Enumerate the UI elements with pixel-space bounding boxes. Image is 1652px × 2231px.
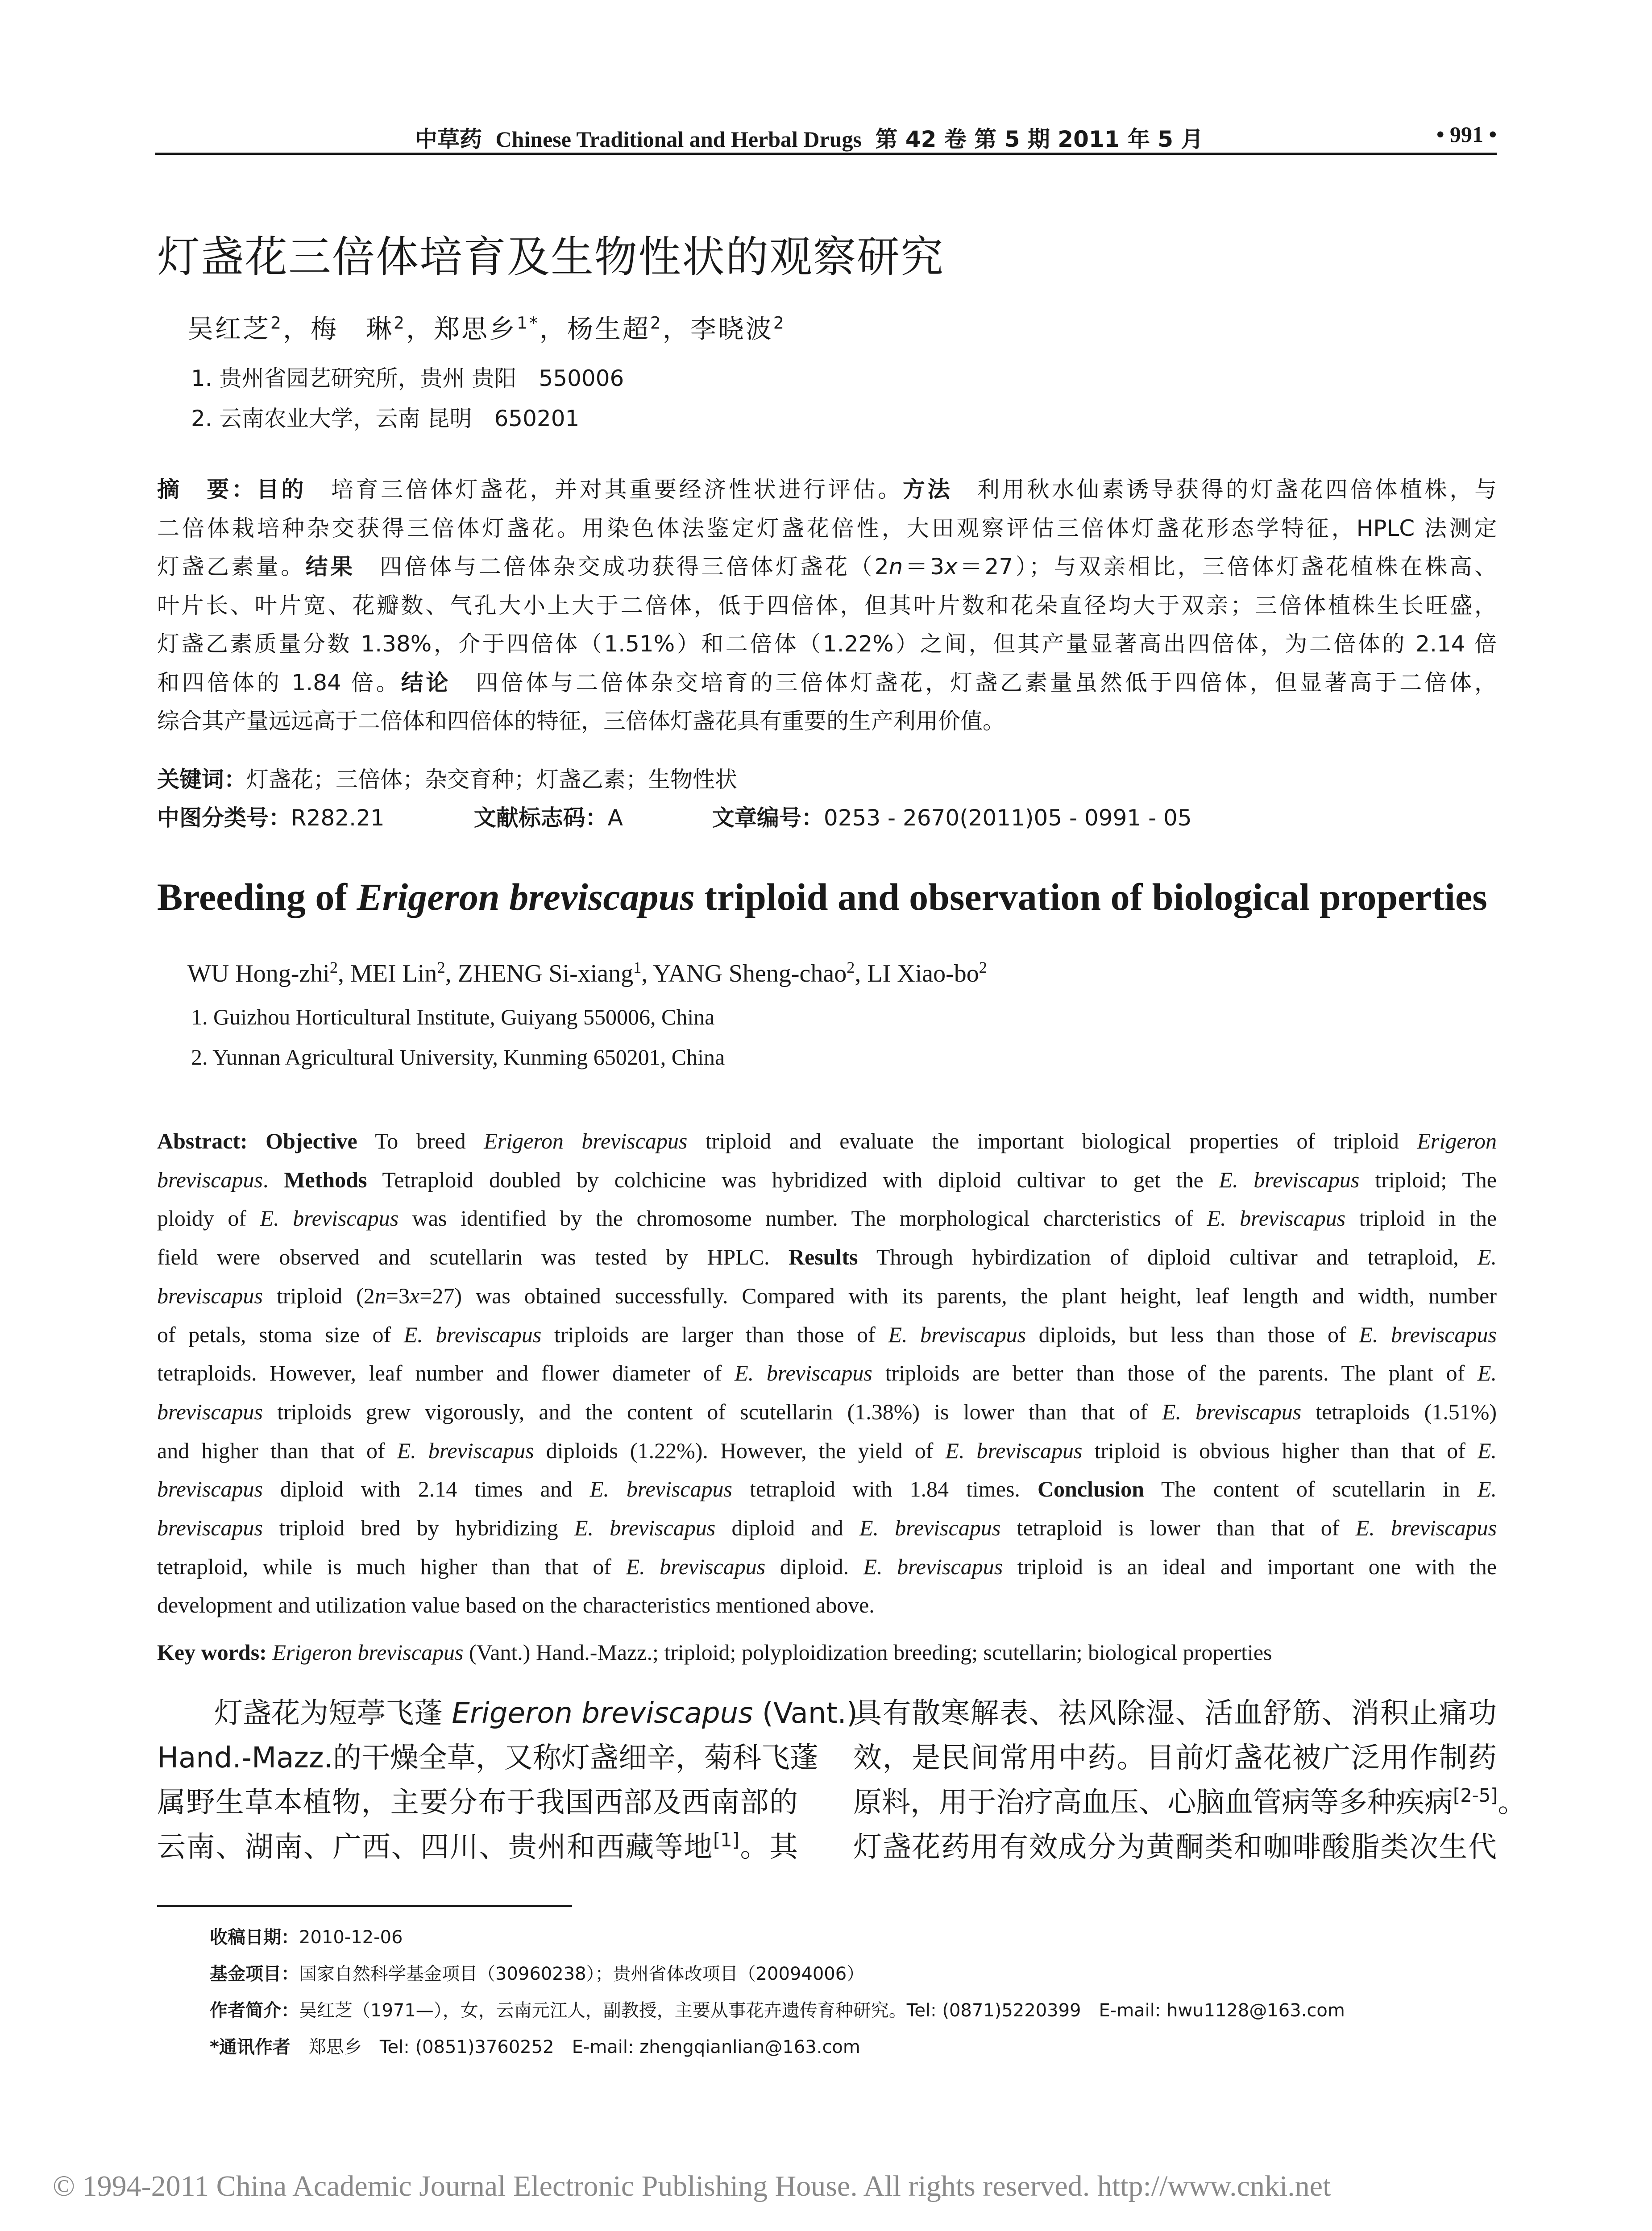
italic-run: E. breviscapus bbox=[1359, 1322, 1497, 1347]
footnote-text: 吴红芝（1971—），女，云南元江人，副教授，主要从事花卉遗传育种研究。Tel: (0871)5220399 E-mail: hwu1128@163.com bbox=[299, 2000, 1345, 2021]
footnote-label: 作者简介： bbox=[210, 2000, 299, 2021]
footnote-rule bbox=[157, 1905, 572, 1907]
author-separator: ， bbox=[539, 314, 567, 344]
en-abstract-line bbox=[157, 1285, 1497, 1307]
text-run: 属野生草本植物，主要分布于我国西部及西南部的 bbox=[157, 1786, 798, 1819]
italic-run: E. breviscapus bbox=[1207, 1206, 1346, 1231]
author-name: MEI Lin bbox=[350, 960, 437, 987]
italic-run: Erigeron breviscapus bbox=[452, 1697, 753, 1730]
cn-abstract-line bbox=[157, 710, 1497, 732]
italic-run: breviscapus bbox=[157, 1283, 263, 1308]
header-rule bbox=[155, 153, 1497, 155]
italic-run: x bbox=[944, 554, 958, 580]
italic-run: E. breviscapus bbox=[397, 1438, 534, 1463]
doc-code-label: 文献标志码： bbox=[473, 805, 608, 831]
author-separator: , bbox=[641, 960, 653, 987]
italic-run: E. breviscapus bbox=[1162, 1399, 1302, 1424]
en-affiliation-1: 1. Guizhou Horticultural Institute, Guiyang 550006, China bbox=[191, 1004, 715, 1029]
text-run: 。 bbox=[1498, 1786, 1527, 1819]
text-run: triploid is obvious higher than that of bbox=[1082, 1438, 1478, 1463]
citation-ref: [1] bbox=[713, 1829, 739, 1851]
en-keywords-label: Key words: bbox=[157, 1640, 267, 1665]
text-run: 四倍体与二倍体杂交成功获得三倍体灯盏花（2 bbox=[355, 554, 889, 580]
cn-authors bbox=[187, 308, 786, 345]
author-affiliation-mark: 2 bbox=[650, 313, 663, 333]
author-affiliation-mark: 2 bbox=[979, 958, 987, 976]
article-no-label: 文章编号： bbox=[712, 805, 824, 831]
text-run: 四倍体与二倍体杂交培育的三倍体灯盏花，灯盏乙素量虽然低于四倍体，但显著高于二倍体， bbox=[451, 669, 1497, 696]
italic-run: breviscapus bbox=[157, 1515, 263, 1540]
author-affiliation-mark: 2 bbox=[329, 958, 338, 976]
cn-title: 灯盏花三倍体培育及生物性状的观察研究 bbox=[157, 232, 944, 282]
author-name: 李晓波 bbox=[690, 314, 773, 344]
italic-run: x bbox=[409, 1283, 420, 1308]
text-run: triploid and evaluate the important biological properties of triploid bbox=[687, 1128, 1417, 1153]
en-abstract-line bbox=[157, 1323, 1497, 1346]
italic-run: E. breviscapus bbox=[403, 1322, 542, 1347]
text-run: 二倍体栽培种杂交获得三倍体灯盏花。用染色体法鉴定灯盏花倍性，大田观察评估三倍体灯盏花形态学特征，HPLC 法测定 bbox=[157, 515, 1497, 541]
italic-run: E. breviscapus bbox=[888, 1322, 1026, 1347]
bold-run: 结论 bbox=[401, 669, 451, 696]
text-run: Through hybirdization of diploid cultivar and tetraploid, bbox=[858, 1244, 1478, 1270]
text-run: diploid and bbox=[715, 1515, 859, 1540]
bold-run: Methods bbox=[284, 1167, 367, 1192]
text-run: 利用秋水仙素诱导获得的灯盏花四倍体植株，与 bbox=[952, 477, 1497, 502]
text-run: 叶片长、叶片宽、花瓣数、气孔大小上大于二倍体，低于四倍体，但其叶片数和花朵直径均大于双亲；三倍体植株生长旺盛， bbox=[157, 592, 1497, 618]
text-run: diploids, but less than those of bbox=[1026, 1322, 1359, 1347]
cn-abstract-line bbox=[157, 594, 1497, 617]
italic-run: E. breviscapus bbox=[574, 1515, 716, 1540]
italic-run: breviscapus bbox=[157, 1399, 263, 1424]
bold-run: 摘 要： bbox=[157, 477, 257, 502]
cn-keywords-text: 灯盏花；三倍体；杂交育种；灯盏乙素；生物性状 bbox=[246, 767, 737, 792]
body-left-line bbox=[157, 1697, 858, 1730]
text-run: =27) was obtained successfully. Compared with its parents, the plant height, leaf length and width, number bbox=[419, 1283, 1497, 1308]
text-run: and higher than that of bbox=[157, 1438, 397, 1463]
en-abstract-line bbox=[157, 1362, 1497, 1384]
italic-run: n bbox=[888, 554, 903, 580]
cn-abstract-line bbox=[157, 478, 1497, 501]
text-run: tetraploid, while is much higher than that of bbox=[157, 1554, 626, 1579]
text-run: field were observed and scutellarin was tested by HPLC. bbox=[157, 1244, 789, 1270]
text-run: 灯盏花药用有效成分为黄酮类和咖啡酸脂类次生代 bbox=[853, 1831, 1497, 1864]
italic-run: E. breviscapus bbox=[626, 1554, 766, 1579]
text-run: 。其 bbox=[739, 1831, 798, 1864]
en-abstract-line bbox=[157, 1478, 1497, 1500]
en-title-species: Erigeron breviscapus bbox=[357, 875, 695, 918]
footnote-line bbox=[210, 1960, 864, 1985]
italic-run: E. breviscapus bbox=[859, 1515, 1001, 1540]
en-abstract-line bbox=[157, 1130, 1497, 1152]
author-name: YANG Sheng-chao bbox=[653, 960, 847, 987]
text-run: ＝27）；与双亲相比，三倍体灯盏花植株在株高、 bbox=[957, 554, 1497, 580]
en-title-suffix: triploid and observation of biological properties bbox=[694, 875, 1487, 918]
text-run: tetraploids (1.51%) bbox=[1301, 1399, 1497, 1424]
text-run: diploids (1.22%). However, the yield of bbox=[534, 1438, 946, 1463]
bold-run: 方法 bbox=[902, 477, 953, 502]
text-run: development and utilization value based on the characteristics mentioned above. bbox=[157, 1592, 875, 1618]
italic-run: E. bbox=[1477, 1476, 1497, 1502]
doc-code-value: A bbox=[607, 805, 623, 831]
author-name: WU Hong-zhi bbox=[187, 960, 330, 987]
footnote-label: 基金项目： bbox=[210, 1964, 299, 1984]
clc-value: R282.21 bbox=[291, 805, 385, 831]
footnote-text: 郑思乡 Tel: (0851)3760252 E-mail: zhengqianlian@163.com bbox=[290, 2037, 860, 2057]
cn-affiliation-2: 2. 云南农业大学，云南 昆明 650201 bbox=[191, 406, 580, 431]
author-name: 杨生超 bbox=[567, 314, 650, 344]
italic-run: E. breviscapus bbox=[863, 1554, 1003, 1579]
text-run: 综合其产量远远高于二倍体和四倍体的特征，三倍体灯盏花具有重要的生产利用价值。 bbox=[157, 708, 1005, 734]
text-run: Hand.-Mazz.的干燥全草，又称灯盏细辛，菊科飞蓬 bbox=[157, 1742, 818, 1775]
italic-run: E. breviscapus bbox=[260, 1206, 399, 1231]
body-left-line bbox=[157, 1829, 798, 1864]
italic-run: Erigeron breviscapus bbox=[484, 1128, 688, 1153]
italic-run: E. bbox=[1477, 1438, 1497, 1463]
text-run: ploidy of bbox=[157, 1206, 260, 1231]
text-run: triploid in the bbox=[1345, 1206, 1497, 1231]
article-no-value: 0253 - 2670(2011)05 - 0991 - 05 bbox=[823, 805, 1192, 831]
text-run: 培育三倍体灯盏花，并对其重要经济性状进行评估。 bbox=[306, 477, 903, 502]
body-right-line bbox=[853, 1699, 1497, 1728]
author-separator: , bbox=[855, 960, 868, 987]
en-abstract-line bbox=[157, 1555, 1497, 1578]
author-name: ZHENG Si-xiang bbox=[457, 960, 634, 987]
text-run: triploids are larger than those of bbox=[541, 1322, 888, 1347]
bold-run: 目的 bbox=[256, 477, 307, 502]
text-run: 灯盏乙素质量分数 1.38%，介于四倍体（1.51%）和二倍体（1.22%）之间，但其产量显著高出四倍体，为二倍体的 2.14 倍 bbox=[157, 631, 1497, 657]
text-run: diploid. bbox=[765, 1554, 863, 1579]
author-affiliation-mark: 2 bbox=[847, 958, 855, 976]
en-keywords-text: (Vant.) Hand.-Mazz.; triploid; polyploidization breeding; scutellarin; biological properties bbox=[463, 1640, 1272, 1665]
italic-run: E. breviscapus bbox=[1355, 1515, 1497, 1540]
footnote-text: 国家自然科学基金项目（30960238）；贵州省体改项目（20094006） bbox=[299, 1964, 865, 1984]
cn-abstract-line bbox=[157, 669, 1497, 696]
text-run: triploid bred by hybridizing bbox=[263, 1515, 574, 1540]
italic-run: n bbox=[374, 1283, 386, 1308]
text-run: tetraploids. However, leaf number and flower diameter of bbox=[157, 1360, 735, 1386]
body-right-line bbox=[853, 1784, 1527, 1819]
text-run: tetraploid is lower than that of bbox=[1000, 1515, 1356, 1540]
text-run: triploids are better than those of the parents. The plant of bbox=[872, 1360, 1478, 1386]
en-abstract-line bbox=[157, 1207, 1497, 1229]
cn-keywords bbox=[157, 768, 1497, 791]
text-run: tetraploid with 1.84 times. bbox=[732, 1476, 1038, 1502]
italic-run: Erigeron bbox=[1417, 1128, 1497, 1153]
italic-run: E. breviscapus bbox=[589, 1476, 732, 1502]
body-right-line bbox=[853, 1742, 1497, 1775]
en-authors bbox=[187, 959, 987, 988]
bold-run: 结果 bbox=[305, 554, 355, 580]
footnote-label: 收稿日期： bbox=[210, 1927, 299, 1948]
running-header bbox=[415, 121, 1211, 153]
body-right-line bbox=[853, 1833, 1497, 1862]
footnote-text: 2010-12-06 bbox=[299, 1927, 403, 1948]
text-run: 灯盏花为短葶飞蓬 bbox=[157, 1697, 452, 1730]
text-run: triploids grew vigorously, and the content of scutellarin (1.38%) is lower than that of bbox=[263, 1399, 1162, 1424]
footnote-label: *通讯作者 bbox=[210, 2037, 291, 2057]
page-number: • 991 • bbox=[1436, 122, 1497, 147]
en-abstract-line bbox=[157, 1246, 1497, 1268]
text-run: ＝3 bbox=[903, 554, 945, 580]
journal-name-cn: 中草药 bbox=[415, 126, 482, 152]
author-affiliation-mark: 2 bbox=[270, 313, 283, 333]
text-run: =3 bbox=[386, 1283, 410, 1308]
text-run: 原料，用于治疗高血压、心脑血管病等多种疾病 bbox=[853, 1786, 1453, 1819]
text-run: 效，是民间常用中药。目前灯盏花被广泛用作制药 bbox=[853, 1742, 1497, 1775]
author-separator: , bbox=[445, 960, 458, 987]
body-left-line bbox=[157, 1788, 798, 1817]
journal-issue: 第 42 卷 第 5 期 2011 年 5 月 bbox=[875, 126, 1204, 152]
author-separator: ， bbox=[662, 314, 690, 344]
text-run: of petals, stoma size of bbox=[157, 1322, 404, 1347]
italic-run: breviscapus bbox=[157, 1167, 263, 1192]
text-run: triploid is an ideal and important one with the bbox=[1003, 1554, 1497, 1579]
author-affiliation-mark: 1* bbox=[517, 313, 540, 333]
en-title-prefix: Breeding of bbox=[157, 875, 357, 918]
en-affiliation-2: 2. Yunnan Agricultural University, Kunming 650201, China bbox=[191, 1045, 725, 1070]
footnote-line bbox=[210, 1923, 403, 1949]
author-name: LI Xiao-bo bbox=[867, 960, 979, 987]
en-abstract-line bbox=[157, 1169, 1497, 1191]
text-run: was identified by the chromosome number. The morphological charcteristics of bbox=[398, 1206, 1207, 1231]
text-run: 灯盏乙素量。 bbox=[157, 554, 306, 580]
author-affiliation-mark: 1 bbox=[633, 958, 642, 976]
text-run: diploid with 2.14 times and bbox=[263, 1476, 590, 1502]
text-run: triploid (2 bbox=[263, 1283, 375, 1308]
copyright-watermark: © 1994-2011 China Academic Journal Electronic Publishing House. All rights reserved. http://www.cnki.net bbox=[53, 2170, 1331, 2202]
author-name: 吴红芝 bbox=[187, 314, 271, 344]
en-abstract-line bbox=[157, 1594, 1497, 1616]
italic-run: E. bbox=[1477, 1244, 1497, 1270]
author-separator: ， bbox=[283, 314, 311, 344]
italic-run: breviscapus bbox=[157, 1476, 263, 1502]
body-left-line bbox=[157, 1742, 818, 1775]
text-run: 云南、湖南、广西、四川、贵州和西藏等地 bbox=[157, 1831, 713, 1864]
cn-classification bbox=[157, 807, 1192, 829]
bold-run: Abstract: Objective bbox=[157, 1128, 357, 1153]
en-title bbox=[157, 875, 1487, 919]
author-affiliation-mark: 2 bbox=[437, 958, 445, 976]
author-affiliation-mark: 2 bbox=[394, 313, 407, 333]
author-name: 郑思乡 bbox=[434, 314, 517, 344]
text-run: . bbox=[263, 1167, 284, 1192]
author-separator: ， bbox=[406, 314, 434, 344]
bold-run: Results bbox=[788, 1244, 858, 1270]
text-run: To breed bbox=[357, 1128, 484, 1153]
footnote-line bbox=[210, 1996, 1345, 2022]
italic-run: E. breviscapus bbox=[1219, 1167, 1360, 1192]
cn-keywords-label: 关键词： bbox=[157, 767, 246, 792]
clc-label: 中图分类号： bbox=[157, 805, 291, 831]
en-keywords bbox=[157, 1641, 1497, 1663]
text-run: The content of scutellarin in bbox=[1144, 1476, 1478, 1502]
footnote-line bbox=[210, 2033, 860, 2058]
cn-abstract-line bbox=[157, 556, 1497, 578]
cn-abstract-line bbox=[157, 633, 1497, 655]
author-separator: , bbox=[338, 960, 351, 987]
italic-run: E. breviscapus bbox=[735, 1360, 872, 1386]
bold-run: Conclusion bbox=[1037, 1476, 1144, 1502]
italic-run: E. breviscapus bbox=[945, 1438, 1083, 1463]
author-name: 梅 琳 bbox=[311, 314, 394, 344]
cn-abstract-line bbox=[157, 517, 1497, 539]
journal-name-en: Chinese Traditional and Herbal Drugs bbox=[495, 127, 862, 152]
text-run: Tetraploid doubled by colchicine was hybridized with diploid cultivar to get the bbox=[367, 1167, 1219, 1192]
italic-run: E. bbox=[1477, 1360, 1497, 1386]
text-run: 具有散寒解表、祛风除湿、活血舒筋、消积止痛功 bbox=[853, 1697, 1497, 1730]
author-affiliation-mark: 2 bbox=[773, 313, 786, 333]
cn-affiliation-1: 1. 贵州省园艺研究所，贵州 贵阳 550006 bbox=[191, 365, 624, 391]
text-run: 和四倍体的 1.84 倍。 bbox=[157, 669, 401, 696]
en-abstract-line bbox=[157, 1439, 1497, 1462]
en-abstract-line bbox=[157, 1517, 1497, 1539]
en-keywords-species: Erigeron breviscapus bbox=[272, 1640, 464, 1665]
citation-ref: [2-5] bbox=[1453, 1784, 1498, 1807]
text-run: triploid; The bbox=[1359, 1167, 1497, 1192]
text-run: (Vant.) bbox=[753, 1697, 858, 1730]
en-abstract-line bbox=[157, 1401, 1497, 1423]
